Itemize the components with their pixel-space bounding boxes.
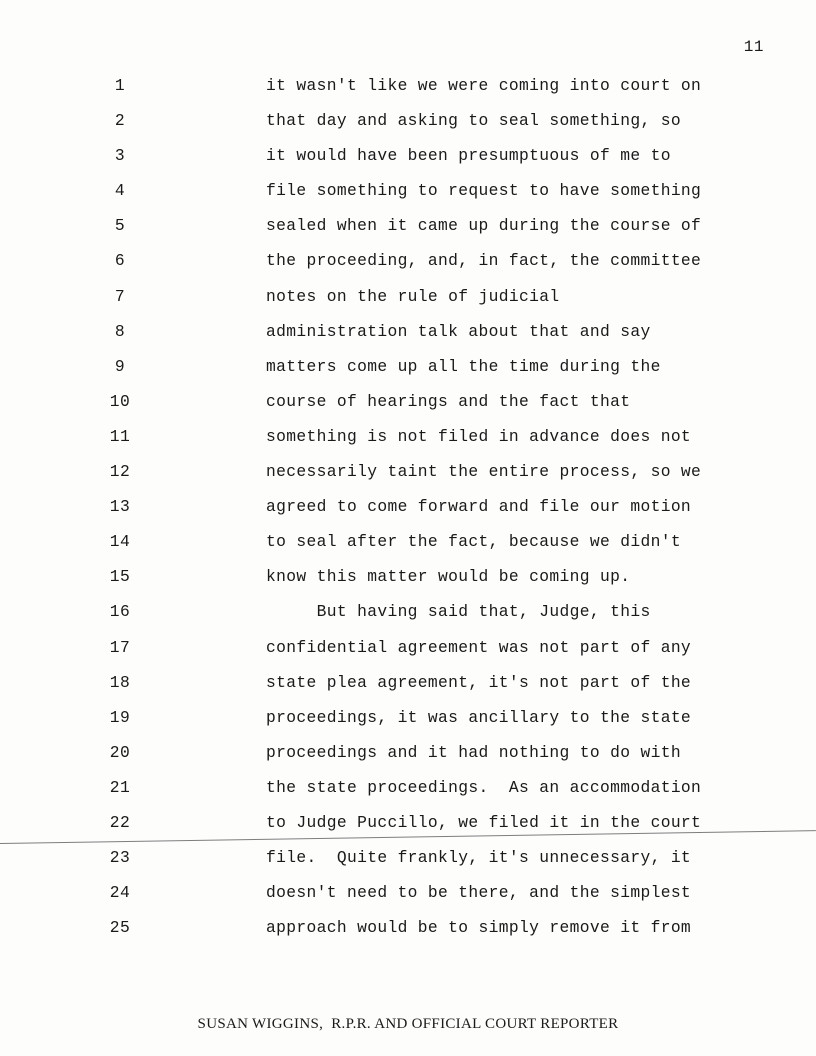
line-text: to Judge Puccillo, we filed it in the court — [266, 812, 702, 832]
line-text: the proceeding, and, in fact, the committee — [266, 251, 702, 271]
line-text: course of hearings and the fact that — [266, 391, 631, 411]
transcript-line — [0, 634, 816, 669]
line-text: notes on the rule of judicial — [266, 286, 560, 306]
line-number: 19 — [109, 707, 131, 727]
line-text: confidential agreement was not part of any — [266, 637, 692, 657]
line-text: proceedings and it had nothing to do with — [266, 742, 681, 762]
line-text: know this matter would be coming up. — [266, 567, 631, 587]
line-number: 23 — [109, 848, 131, 868]
line-text: it would have been presumptuous of me to — [266, 146, 671, 166]
transcript-line — [0, 844, 816, 879]
line-text: proceedings, it was ancillary to the state — [266, 707, 692, 727]
line-number: 22 — [109, 812, 131, 832]
line-text: file. Quite frankly, it's unnecessary, it — [266, 848, 692, 868]
line-number: 12 — [109, 462, 131, 482]
line-number: 10 — [109, 391, 131, 411]
line-text: to seal after the fact, because we didn't — [266, 532, 681, 552]
transcript-line — [0, 809, 816, 844]
transcript-line — [0, 739, 816, 774]
transcript-line — [0, 704, 816, 739]
transcript-line — [0, 879, 816, 914]
transcript-line — [0, 283, 816, 318]
line-text: agreed to come forward and file our motion — [266, 497, 692, 517]
line-text: sealed when it came up during the course of — [266, 216, 702, 236]
line-number: 15 — [109, 567, 131, 587]
transcript-line — [0, 353, 816, 388]
transcript-line — [0, 528, 816, 563]
line-number: 16 — [109, 602, 131, 622]
transcript-line — [0, 563, 816, 598]
transcript-line — [0, 914, 816, 949]
line-text: administration talk about that and say — [266, 321, 651, 341]
line-text: doesn't need to be there, and the simplest — [266, 883, 692, 903]
line-number: 3 — [114, 146, 126, 166]
page-number: 11 — [743, 38, 764, 56]
transcript-line — [0, 107, 816, 142]
line-number: 5 — [114, 216, 126, 236]
line-text: it wasn't like we were coming into court on — [266, 76, 702, 95]
transcript-line — [0, 212, 816, 247]
line-number: 1 — [114, 76, 126, 95]
line-text: necessarily taint the entire process, so we — [266, 462, 702, 482]
line-text: matters come up all the time during the — [266, 356, 661, 376]
line-text: the state proceedings. As an accommodation — [266, 777, 702, 797]
line-number: 7 — [114, 286, 126, 306]
transcript-line — [0, 493, 816, 528]
transcript-line — [0, 388, 816, 423]
transcript-lines — [0, 72, 816, 949]
transcript-line — [0, 458, 816, 493]
line-number: 24 — [109, 883, 131, 903]
transcript-line — [0, 177, 816, 212]
line-text: file something to request to have something — [266, 181, 702, 201]
line-text: state plea agreement, it's not part of the — [266, 672, 692, 692]
transcript-line — [0, 598, 816, 633]
line-number: 4 — [114, 181, 126, 201]
line-text: But having said that, Judge, this — [266, 602, 651, 622]
transcript-line — [0, 72, 816, 107]
line-number: 14 — [109, 532, 131, 552]
line-number: 6 — [114, 251, 126, 271]
transcript-line — [0, 774, 816, 809]
line-text: approach would be to simply remove it from — [266, 918, 692, 938]
line-number: 11 — [109, 426, 131, 446]
court-reporter-footer: SUSAN WIGGINS, R.P.R. AND OFFICIAL COURT REPORTER — [197, 1016, 619, 1032]
transcript-line — [0, 423, 816, 458]
line-number: 20 — [109, 742, 131, 762]
transcript-line — [0, 247, 816, 282]
transcript-line — [0, 669, 816, 704]
line-number: 18 — [109, 672, 131, 692]
line-number: 21 — [109, 777, 131, 797]
line-text: something is not filed in advance does not — [266, 426, 692, 446]
line-number: 9 — [114, 356, 126, 376]
line-number: 2 — [114, 111, 126, 131]
line-number: 13 — [109, 497, 131, 517]
transcript-line — [0, 142, 816, 177]
line-number: 25 — [109, 918, 131, 938]
line-number: 17 — [109, 637, 131, 657]
transcript-line — [0, 318, 816, 353]
line-text: that day and asking to seal something, so — [266, 111, 681, 131]
line-number: 8 — [114, 321, 126, 341]
